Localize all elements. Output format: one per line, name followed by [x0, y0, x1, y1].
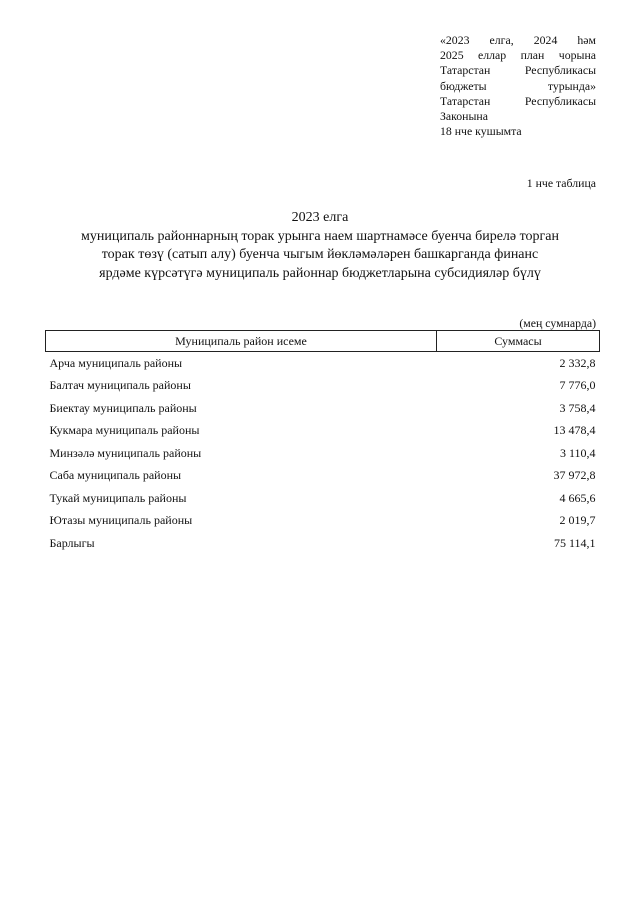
table-number: 1 нче таблица [526, 176, 596, 190]
appendix-line: Законына [440, 109, 488, 124]
district-amount: 13 478,4 [553, 423, 596, 438]
district-amount: 7 776,0 [559, 378, 596, 393]
appendix-line: бюджеты турында» [440, 78, 596, 93]
total-amount: 75 114,1 [553, 535, 596, 550]
subsidy-table [45, 330, 600, 555]
appendix-line: Татарстан Республикасы [440, 63, 596, 78]
table-row [46, 442, 600, 465]
title-year: 2023 елга [291, 210, 349, 225]
title-text: муниципаль районнарның торак урынга наем шартнамәсе буенча бирелә торган торак төзү (сатып алу) буенча чыгым йөкләмәләрен башкарганда финанс ярдәме күрсәтүгә муниципаль районнар бюджетларына субсидияләр бүлү [81, 228, 559, 281]
district-name: Балтач муниципаль районы [49, 378, 191, 393]
table-row [46, 397, 600, 420]
total-row [46, 532, 600, 555]
district-name: Кукмара муниципаль районы [49, 423, 200, 438]
table-row [46, 487, 600, 510]
district-amount: 4 665,6 [559, 490, 596, 505]
district-name: Саба муниципаль районы [49, 468, 182, 483]
appendix-note [440, 33, 596, 139]
appendix-line: 2025 еллар план чорына [440, 48, 596, 63]
table-row [46, 510, 600, 533]
district-amount: 2 332,8 [559, 355, 596, 370]
district-amount: 3 758,4 [559, 400, 596, 415]
units-note: (мең сумнарда) [519, 316, 596, 330]
table-header-row [46, 331, 600, 352]
document-title [80, 209, 560, 283]
appendix-line: 18 нче кушымта [440, 124, 522, 139]
appendix-line: Татарстан Республикасы [440, 93, 596, 108]
district-name: Биектау муниципаль районы [49, 400, 197, 415]
district-name: Арча муниципаль районы [49, 355, 183, 370]
district-amount: 2 019,7 [559, 513, 596, 528]
table-row [46, 465, 600, 488]
table-row [46, 352, 600, 375]
table-row [46, 375, 600, 398]
district-name: Минзәлә муниципаль районы [49, 445, 202, 460]
table-row [46, 420, 600, 443]
appendix-line: «2023 елга, 2024 һәм [440, 33, 596, 47]
district-name: Тукай муниципаль районы [49, 490, 187, 505]
header-district-name: Муниципаль район исеме [46, 331, 437, 352]
district-amount: 37 972,8 [553, 468, 596, 483]
total-label: Барлыгы [49, 535, 95, 550]
district-amount: 3 110,4 [559, 445, 596, 460]
header-amount: Суммасы [437, 331, 600, 352]
district-name: Ютазы муниципаль районы [49, 513, 193, 528]
